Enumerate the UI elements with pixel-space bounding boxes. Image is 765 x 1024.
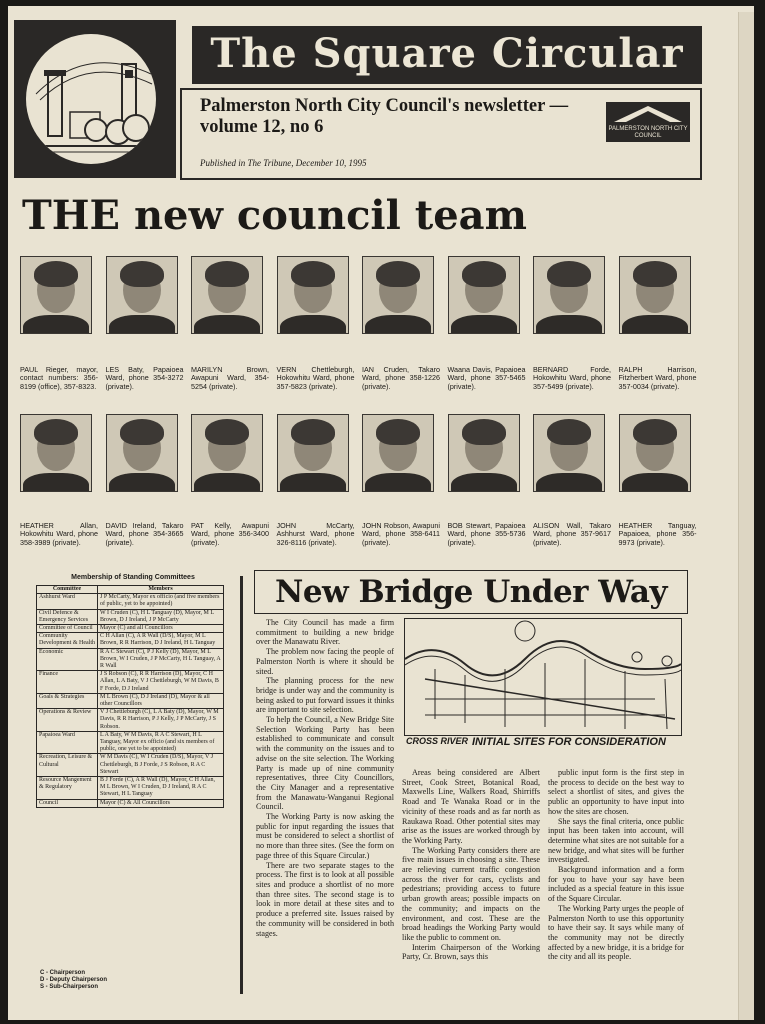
committee-row	[37, 799, 224, 807]
councillor-photo	[106, 414, 178, 492]
article-paragraph: The Working Party is now asking the public for input regarding the issues that must be considered to select a shortlist of no more than three sites. (See the form on page three of this Square Circular.)	[256, 812, 394, 860]
councillor-caption: ALISON Wall, Takaro Ward, phone 357-9617 (private).	[533, 521, 611, 547]
article-paragraph: The City Council has made a firm commitment to building a new bridge over the Manawatu River.	[256, 618, 394, 647]
article-paragraph: To help the Council, a New Bridge Site Selection Working Party has been established to communicate and consult with the community on the issues and to advise on the site selection. The Working Party is made up of nine community representatives, three City Councillors, the City Manager and a representative from the Manawatu-Wanganui Regional Council.	[256, 715, 394, 812]
council-logo	[606, 102, 690, 142]
committee-name: Economic	[37, 648, 98, 671]
councillor-caption: MARILYN Brown, Awapuni Ward, 354-5254 (private).	[191, 365, 269, 391]
councillor-photo	[448, 414, 520, 492]
councillor-caption: Waana Davis, Papaioea Ward, phone 357-5465 (private).	[447, 365, 526, 391]
councillor-caption: BERNARD Forde, Hokowhitu Ward, phone 357-5499 (private).	[533, 365, 611, 391]
committee-members: C H Allan (C), A R Wall (D/S), Mayor, M L Brown, R R Harrison, D J Ireland, H L Tanguay	[98, 633, 224, 648]
councillor-caption: DAVID Ireland, Takaro Ward, phone 354-3665 (private).	[105, 521, 184, 547]
committee-name: Resource Mangement & Regulatory	[37, 777, 98, 800]
masthead-logo	[14, 20, 176, 178]
committee-members: L A Baty, W M Davis, R A C Stewart, H L Tanguay, Mayor ex officio (and six members of public, one yet to be appointed)	[98, 731, 224, 754]
councillor-caption: HEATHER Tanguay, Papaioea, phone 356-9973 (private).	[618, 521, 697, 547]
councillor-photos-row-1	[20, 256, 700, 336]
council-logo-text: PALMERSTON NORTH CITY COUNCIL	[608, 126, 688, 139]
committee-row	[37, 754, 224, 777]
councillor-photo	[20, 414, 92, 492]
councillor-photo	[191, 414, 263, 492]
masthead-title-bar	[192, 26, 702, 84]
councillor-photo	[20, 256, 92, 334]
committee-members: J P McCarty, Mayor ex officio (and five members of public, yet to be appointed)	[98, 594, 224, 609]
councillor-caption: BOB Stewart, Papaioea Ward, phone 355-5736 (private).	[447, 521, 526, 547]
legend-sub-chair: S - Sub-Chairperson	[40, 984, 99, 990]
councillor-caption: JOHN Robson, Awapuni Ward, phone 358-6411 (private).	[362, 521, 440, 547]
committee-row	[37, 709, 224, 732]
article-paragraph: Background information and a form for you to have your say have been included as a special feature in this issue of the Square Circular.	[548, 865, 684, 904]
cross-river-logo: CROSS RIVER	[406, 736, 469, 746]
councillor-photos-row-2	[20, 414, 700, 494]
councillor-photo	[619, 256, 691, 334]
article-paragraph: The Working Party urges the people of Palmerston North to use this opportunity to have their say. It says while many of the community may not be directly affected by a new bridge, it is a bridge for the city and all its people.	[548, 903, 684, 962]
committee-name: Goals & Strategies	[37, 693, 98, 708]
councillor-photo	[362, 256, 434, 334]
article-paragraph: She says the final criteria, once public input has been taken into account, will determine what sites are not suitable for a new bridge, and what sites will be further investigated.	[548, 816, 684, 865]
article-paragraph: Areas being considered are Albert Street, Cook Street, Botanical Road, Maxwells Line, Walkers Road, Shirriffs Road and Te Wanaka Road or in the vicinity of these roads and as far north as Raukawa Road. Other potential sites may arise as the issues are worked through by the Working Party.	[402, 768, 540, 845]
committee-row	[37, 777, 224, 800]
committee-row	[37, 625, 224, 633]
committees-header-members: Members	[98, 586, 224, 594]
committee-name: Civil Defence & Emergency Services	[37, 609, 98, 624]
bridge-column-3	[548, 768, 684, 962]
councillor-photo	[277, 256, 349, 334]
committee-row	[37, 731, 224, 754]
publication-note: Published in The Tribune, December 10, 1995	[200, 158, 367, 168]
councillor-photo	[619, 414, 691, 492]
councillor-caption: LES Baty, Papaioea Ward, phone 354-3272 (private).	[105, 365, 184, 391]
councillor-caption: VERN Chettleburgh, Hokowhitu Ward, phone 357-5823 (private).	[276, 365, 355, 391]
committee-name: Papaioea Ward	[37, 731, 98, 754]
bridge-sites-map	[404, 618, 682, 736]
committee-name: Council	[37, 799, 98, 807]
committee-name: Community Development & Health	[37, 633, 98, 648]
committee-row	[37, 594, 224, 609]
committee-members: W M Davis (C), W I Cruden (D/S), Mayor, V J Chettleburgh, B J Forde, J S Robson, R A C Stewart	[98, 754, 224, 777]
committee-name: Operations & Review	[37, 709, 98, 732]
committee-row	[37, 648, 224, 671]
councillor-caption: JOHN McCarty, Ashhurst Ward, phone 326-8116 (private).	[276, 521, 355, 547]
councillor-caption: PAUL Rieger, mayor, contact numbers: 356-8199 (office), 357-8323.	[20, 365, 98, 391]
committee-members: V J Chettleburgh (C), L A Baty (D), Mayor, W M Davis, R R Harrison, P J Kelly, J P McCarty, J S Robson.	[98, 709, 224, 732]
committee-members: W I Cruden (C), H L Tanguay (D), Mayor, M L Brown, D J Ireland, J P McCarty	[98, 609, 224, 624]
committee-members: Mayor (C) and all Councillors	[98, 625, 224, 633]
masthead-subtitle-box	[180, 88, 702, 180]
article-paragraph: Interim Chairperson of the Working Party, Cr. Brown, says this	[402, 942, 540, 962]
legend-chair: C - Chairperson	[40, 970, 86, 976]
councillor-photo	[448, 256, 520, 334]
newsletter-page	[8, 6, 754, 1020]
committees-title: Membership of Standing Committees	[71, 574, 195, 581]
committees-table	[36, 585, 224, 808]
committee-members: R A C Stewart (C), P J Kelly (D), Mayor, M L Brown, W I Cruden, J P McCarty, H L Tanguay, A R Wall	[98, 648, 224, 671]
column-divider	[240, 576, 243, 994]
councillor-caption: RALPH Harrison, Fitzherbert Ward, phone 357-0034 (private).	[618, 365, 697, 391]
masthead-title: The Square Circular	[210, 30, 684, 77]
legend-deputy: D - Deputy Chairperson	[40, 977, 108, 983]
bridge-headline-box	[254, 570, 688, 614]
committee-members: B J Forde (C), A R Wall (D), Mayor, C H Allan, M L Brown, W I Cruden, D J Ireland, R A C Stewart, H L Tanguay	[98, 777, 224, 800]
bridge-headline: New Bridge Under Way	[274, 574, 668, 610]
committee-members: M L Brown (C), D J Ireland (D), Mayor & all other Councillors	[98, 693, 224, 708]
committees-header-committee: Committee	[37, 586, 98, 594]
councillor-photo	[106, 256, 178, 334]
article-paragraph: There are two separate stages to the process. The first is to look at all possible sites and produce a shortlist of no more than three sites. The second stage is to look in more detail at these sites and to produce a preferred site. Issues raised by the community will be considered in both stages.	[256, 860, 394, 938]
committee-row	[37, 693, 224, 708]
councillor-photo	[533, 414, 605, 492]
councillor-photo	[362, 414, 434, 492]
page-headline: THE new council team	[22, 192, 527, 239]
masthead-subtitle: Palmerston North City Council's newsletter — volume 12, no 6	[200, 96, 569, 137]
committee-name: Committee of Council	[37, 625, 98, 633]
councillor-photo	[533, 256, 605, 334]
city-skyline-illustration	[26, 34, 156, 164]
councillor-caption: HEATHER Allan, Hokowhitu Ward, phone 358-3989 (private).	[20, 521, 98, 547]
article-paragraph: The problem now facing the people of Palmerston North is where it should be sited.	[256, 647, 394, 676]
councillor-caption: IAN Cruden, Takaro Ward, phone 358-1226 (private).	[362, 365, 440, 391]
bridge-column-1	[256, 618, 394, 938]
committee-row	[37, 633, 224, 648]
committee-name: Finance	[37, 671, 98, 694]
article-paragraph: public input form is the first step in the process to decide on the best way to select a shortlist of sites, and gives the public an opportunity to have input into how the sites are chosen.	[548, 768, 684, 816]
committee-name: Ashhurst Ward	[37, 594, 98, 609]
committees-legend	[40, 970, 107, 991]
article-paragraph: The planning process for the new bridge is under way and the community is being asked to put forward issues it thinks are important to site selection.	[256, 676, 394, 715]
councillor-photo	[277, 414, 349, 492]
map-caption: INITIAL SITES FOR CONSIDERATION	[472, 736, 666, 748]
committee-row	[37, 671, 224, 694]
committee-members: Mayor (C) & All Councillors	[98, 799, 224, 807]
committee-members: J S Robson (C), R R Harrison (D), Mayor, C H Allan, L A Baty, V J Chettleburgh, W M Davis, B F Forde, D J Ireland	[98, 671, 224, 694]
councillor-caption: PAT Kelly, Awapuni Ward, phone 356-3400 (private).	[191, 521, 269, 547]
page-edge	[738, 12, 754, 1020]
committee-name: Recreation, Leisure & Cultural	[37, 754, 98, 777]
committee-row	[37, 609, 224, 624]
bridge-column-2	[402, 768, 540, 962]
councillor-photo	[191, 256, 263, 334]
article-paragraph: The Working Party considers there are five main issues in choosing a site. These are relieving current traffic congestion across the river for cars, cyclists and pedestrians; providing access to future urban growth areas; possible impacts on the community; and impacts on the environment, and cost. These are the broad headings the Working Party would like the public to comment on.	[402, 845, 540, 942]
